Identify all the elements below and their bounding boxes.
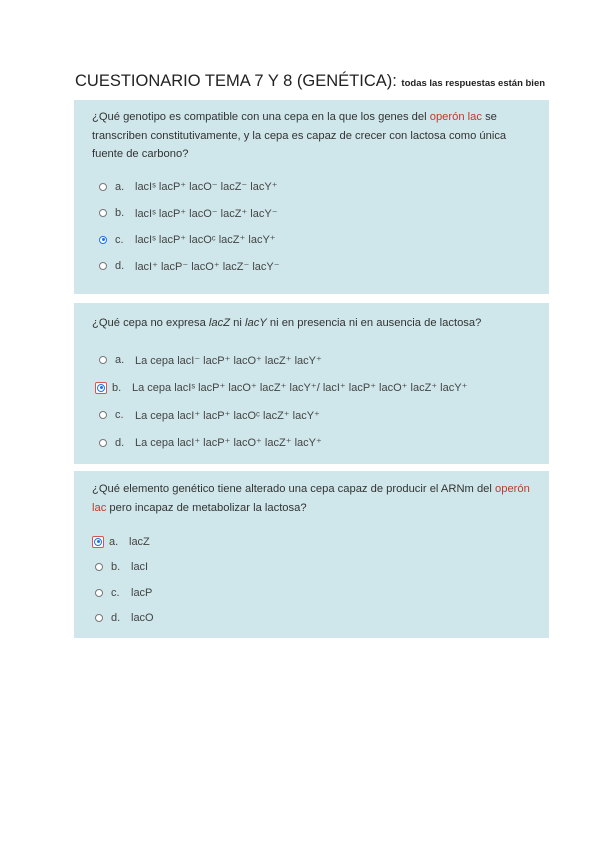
question-card-2 <box>74 303 549 464</box>
radio-button[interactable] <box>99 183 107 191</box>
option-letter: c. <box>111 586 120 599</box>
option-letter: a. <box>115 354 125 367</box>
title-text: CUESTIONARIO TEMA 7 Y 8 (GENÉTICA): <box>75 72 397 90</box>
radio-button[interactable] <box>99 209 107 217</box>
option-text: La cepa lacIˢ lacP⁺ lacO⁺ lacZ⁺ lacY⁺/ lacI⁺ lacP⁺ lacO⁺ lacZ⁺ lacY⁺ <box>132 382 468 395</box>
option-letter: c. <box>115 409 124 422</box>
option-letter: b. <box>112 381 122 394</box>
page-title <box>75 72 545 91</box>
question-text-part: ni en presencia ni en ausencia de lactosa? <box>266 317 482 329</box>
option-text: lacIˢ lacP⁺ lacOᶜ lacZ⁺ lacY⁺ <box>135 234 276 247</box>
answer-option-c[interactable] <box>92 580 531 606</box>
operon-lac-link[interactable]: operón lac <box>429 111 482 123</box>
question-card-1 <box>74 100 549 294</box>
radio-button[interactable] <box>95 589 103 597</box>
radio-button[interactable] <box>99 356 107 364</box>
answer-option-d[interactable] <box>92 253 531 280</box>
answer-option-c[interactable] <box>92 402 531 430</box>
radio-button-selected[interactable] <box>99 236 107 244</box>
answer-options <box>92 529 531 631</box>
option-letter: c. <box>115 233 124 246</box>
option-text: La cepa lacI⁺ lacP⁺ lacO⁺ lacZ⁺ lacY⁺ <box>135 437 322 450</box>
option-letter: a. <box>109 535 119 548</box>
gene-name-italic: lacY <box>245 317 267 329</box>
radio-button[interactable] <box>99 439 107 447</box>
answer-option-a[interactable] <box>92 347 531 375</box>
operon-lac-link[interactable]: operón lac <box>92 483 530 514</box>
option-letter: b. <box>111 561 121 574</box>
question-card-3 <box>74 471 549 638</box>
answer-option-d[interactable] <box>92 606 531 632</box>
option-text: La cepa lacI⁺ lacP⁺ lacOᶜ lacZ⁺ lacY⁺ <box>135 409 320 422</box>
option-letter: d. <box>115 260 125 273</box>
answer-option-b[interactable] <box>92 200 531 227</box>
option-text: lacZ <box>129 535 150 548</box>
option-letter: d. <box>115 436 125 449</box>
answer-options <box>92 174 531 280</box>
option-letter: d. <box>111 612 121 625</box>
radio-button-selected[interactable] <box>94 538 102 546</box>
radio-button-selected[interactable] <box>97 384 105 392</box>
selected-radio-highlight[interactable] <box>92 536 104 548</box>
answer-option-b[interactable] <box>92 555 531 581</box>
answer-option-a[interactable] <box>92 529 531 555</box>
option-text: lacIˢ lacP⁺ lacO⁻ lacZ⁻ lacY⁺ <box>135 181 278 194</box>
option-text: La cepa lacI⁻ lacP⁺ lacO⁺ lacZ⁺ lacY⁺ <box>135 354 322 367</box>
option-text: lacO <box>131 612 154 625</box>
question-text <box>92 314 531 333</box>
radio-button[interactable] <box>95 563 103 571</box>
answer-option-b[interactable] <box>92 374 531 402</box>
answer-option-a[interactable] <box>92 174 531 201</box>
question-text-part: se transcriben constitutivamente, y la cepa es capaz de crecer con lactosa como única fuente de carbono? <box>92 111 507 160</box>
selected-radio-highlight[interactable] <box>95 382 107 394</box>
answer-options <box>92 347 531 457</box>
option-text: lacIˢ lacP⁺ lacO⁻ lacZ⁺ lacY⁻ <box>135 207 278 220</box>
answer-option-c[interactable] <box>92 227 531 254</box>
question-text-part: ¿Qué genotipo es compatible con una cepa en la que los genes del <box>92 111 430 123</box>
radio-button[interactable] <box>99 411 107 419</box>
radio-button[interactable] <box>95 614 103 622</box>
question-text <box>92 480 531 517</box>
question-text-part: pero incapaz de metabolizar la lactosa? <box>106 501 307 514</box>
option-text: lacP <box>131 586 153 599</box>
option-text: lacI⁺ lacP⁻ lacO⁺ lacZ⁻ lacY⁻ <box>135 260 280 273</box>
question-text-part: ¿Qué elemento genético tiene alterado una cepa capaz de producir el ARNm del <box>92 483 495 495</box>
option-text: lacI <box>131 561 149 574</box>
question-text-part: ¿Qué cepa no expresa <box>92 317 209 329</box>
gene-name-italic: lacZ <box>208 317 231 329</box>
option-letter: b. <box>115 207 125 220</box>
question-text-part: ni <box>230 317 245 329</box>
question-text <box>92 108 531 164</box>
title-note: todas las respuestas están bien <box>401 78 546 89</box>
radio-button[interactable] <box>99 262 107 270</box>
option-letter: a. <box>115 180 125 193</box>
answer-option-d[interactable] <box>92 429 531 457</box>
